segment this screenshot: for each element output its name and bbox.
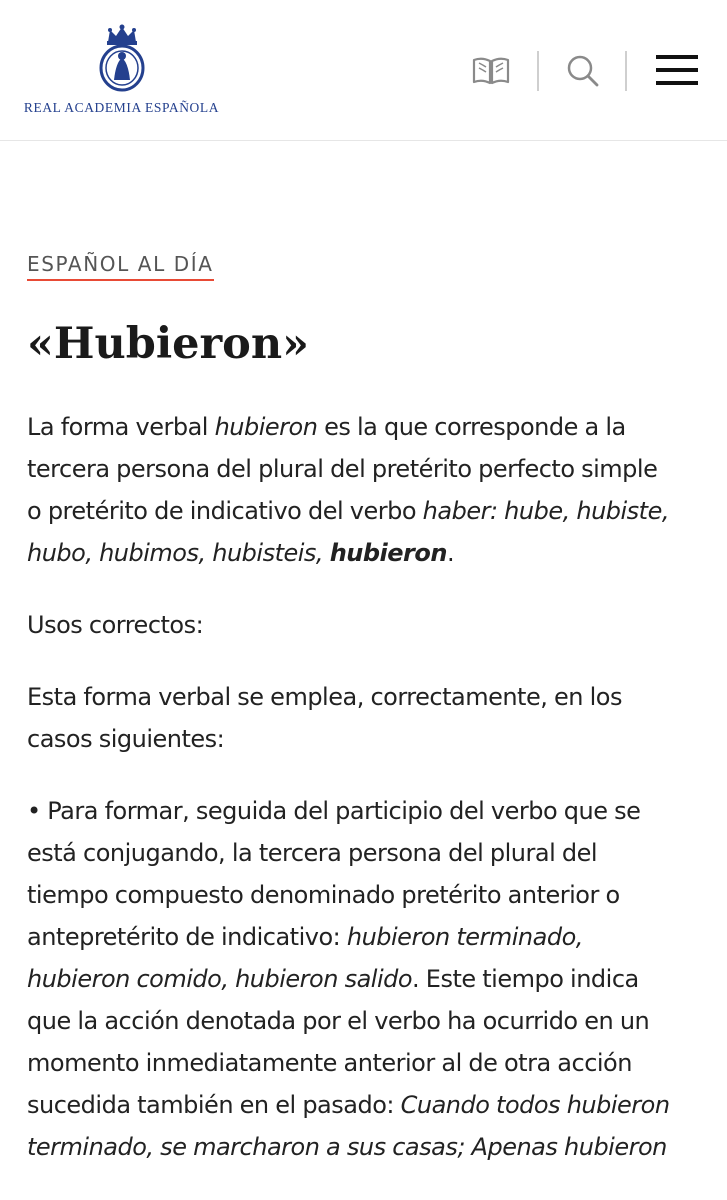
paragraph-intro: Esta forma verbal se emplea, correctamente, en los casos siguientes: bbox=[27, 683, 622, 753]
menu-icon-bar bbox=[656, 81, 698, 85]
menu-button[interactable] bbox=[656, 55, 700, 87]
menu-icon bbox=[656, 55, 698, 59]
search-button[interactable] bbox=[566, 54, 600, 93]
paragraph-definition: La forma verbal hubieron es la que corresponde a la tercera persona del plural del pretérito perfecto simple o pretérito de indicativo del verbo haber: hube, hubiste, hubo, hubimos, hubisteis, hubieron. bbox=[27, 413, 669, 567]
paragraph-correct-uses: Usos correctos: bbox=[27, 611, 204, 639]
section-tag-link[interactable]: ESPAÑOL AL DÍA bbox=[27, 252, 214, 281]
article-title: «Hubieron» bbox=[27, 319, 309, 369]
site-header bbox=[0, 0, 727, 141]
search-icon bbox=[566, 54, 600, 88]
rae-logo-link[interactable] bbox=[14, 24, 229, 116]
article bbox=[27, 252, 707, 1168]
list-item-use-1: • Para formar, seguida del participio del verbo que se está conjugando, la tercera persona del plural del tiempo compuesto denominado pretérito anterior o antepretérito de indicativo: hubieron terminado, hubieron comido, hubieron salido. Este tiempo indica que la acción denotada por el verbo ha ocurrido en un momento inmediatamente anterior al de otra acción sucedida también en el pasado: Cuando todos hubieron terminado, se marcharon a sus casas; Apenas hubieron bbox=[27, 797, 670, 1161]
header-divider bbox=[537, 51, 539, 91]
book-icon bbox=[471, 55, 511, 87]
dictionary-button[interactable] bbox=[471, 55, 511, 92]
article-body bbox=[27, 406, 707, 1168]
logo-text: REAL ACADEMIA ESPAÑOLA bbox=[23, 100, 220, 115]
header-divider bbox=[625, 51, 627, 91]
crest-logo-icon bbox=[96, 24, 148, 94]
menu-icon-bar bbox=[656, 68, 698, 72]
